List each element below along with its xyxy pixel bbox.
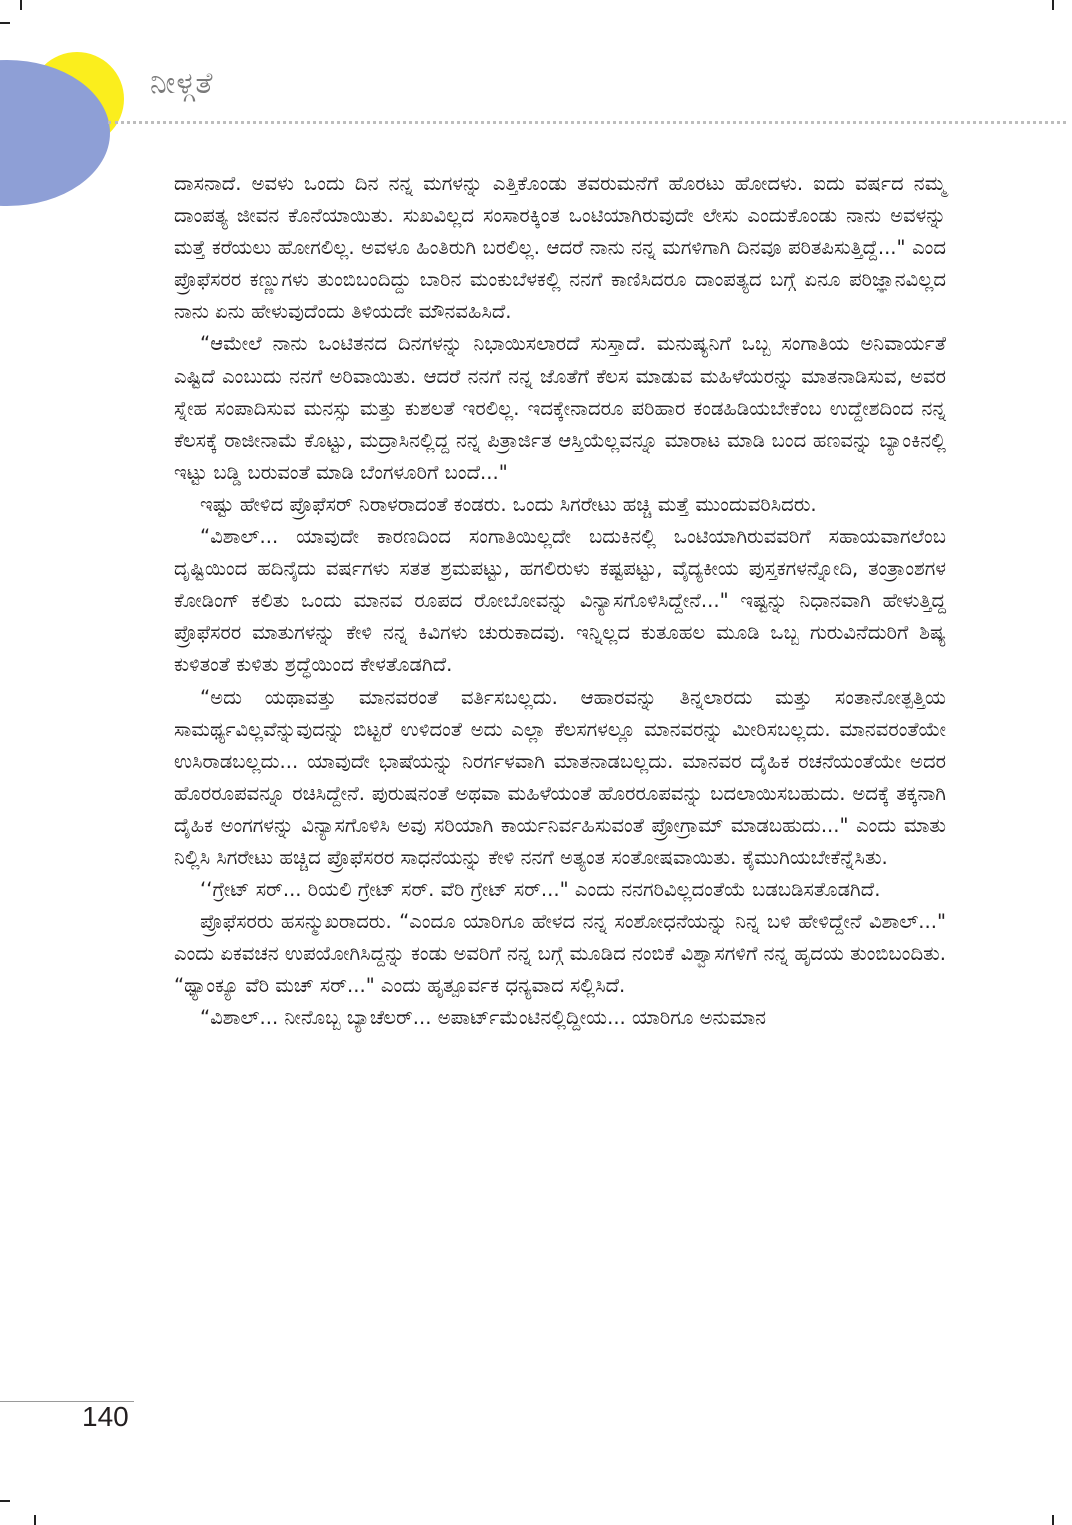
paragraph: “ವಿಶಾಲ್... ಯಾವುದೇ ಕಾರಣದಿಂದ ಸಂಗಾತಿಯಿಲ್ಲದೇ ಬದುಕಿನಲ್ಲಿ ಒಂಟಿಯಾಗಿರುವವರಿಗೆ ಸಹಾಯವಾಗಲೆಂಬ ದೃಷ್ಟಿಯಿಂದ ಹದಿನೈದು ವರ್ಷಗಳು ಸತತ ಶ್ರಮಪಟ್ಟು, ಹಗಲಿರುಳು ಕಷ್ಟಪಟ್ಟು, ವೈದ್ಯಕೀಯ ಪುಸ್ತಕಗಳನ್ನೋದಿ, ತಂತ್ರಾಂಶಗಳ ಕೋಡಿಂಗ್ ಕಲಿತು ಒಂದು ಮಾನವ ರೂಪದ ರೋಬೋವನ್ನು ವಿನ್ಯಾಸಗೊಳಿಸಿದ್ದೇನೆ..." ಇಷ್ಟನ್ನು ನಿಧಾನವಾಗಿ ಹೇಳುತ್ತಿದ್ದ ಪ್ರೊಫೆಸರರ ಮಾತುಗಳನ್ನು ಕೇಳಿ ನನ್ನ ಕಿವಿಗಳು ಚುರುಕಾದವು. ಇನ್ನಿಲ್ಲದ ಕುತೂಹಲ ಮೂಡಿ ಒಬ್ಬ ಗುರುವಿನೆದುರಿಗೆ ಶಿಷ್ಯ ಕುಳಿತಂತೆ ಕುಳಿತು ಶ್ರದ್ಧೆಯಿಂದ ಕೇಳತೊಡಗಿದೆ. [174, 525, 946, 677]
paragraph: “ಅದು ಯಥಾವತ್ತು ಮಾನವರಂತೆ ವರ್ತಿಸಬಲ್ಲದು. ಆಹಾರವನ್ನು ತಿನ್ನಲಾರದು ಮತ್ತು ಸಂತಾನೋತ್ಪತ್ತಿಯ ಸಾಮರ್ಥ್ಯವಿಲ್ಲವೆನ್ನುವುದನ್ನು ಬಿಟ್ಟರೆ ಉಳಿದಂತೆ ಅದು ಎಲ್ಲಾ ಕೆಲಸಗಳಲ್ಲೂ ಮಾನವರನ್ನು ಮೀರಿಸಬಲ್ಲದು. ಮಾನವರಂತೆಯೇ ಉಸಿರಾಡಬಲ್ಲದು... ಯಾವುದೇ ಭಾಷೆಯನ್ನು ನಿರರ್ಗಳವಾಗಿ ಮಾತನಾಡಬಲ್ಲದು. ಮಾನವರ ದೈಹಿಕ ರಚನೆಯಂತೆಯೇ ಅದರ ಹೊರರೂಪವನ್ನೂ ರಚಿಸಿದ್ದೇನೆ. ಪುರುಷನಂತೆ ಅಥವಾ ಮಹಿಳೆಯಂತೆ ಹೊರರೂಪವನ್ನು ಬದಲಾಯಿಸಬಹುದು. ಅದಕ್ಕೆ ತಕ್ಕನಾಗಿ ದೈಹಿಕ ಅಂಗಗಳನ್ನು ವಿನ್ಯಾಸಗೊಳಿಸಿ ಅವು ಸರಿಯಾಗಿ ಕಾರ್ಯನಿರ್ವಹಿಸುವಂತೆ ಪ್ರೋಗ್ರಾಮ್ ಮಾಡಬಹುದು..." ಎಂದು ಮಾತು ನಿಲ್ಲಿಸಿ ಸಿಗರೇಟು ಹಚ್ಚಿದ ಪ್ರೊಫೆಸರರ ಸಾಧನೆಯನ್ನು ಕೇಳಿ ನನಗೆ ಅತ್ಯಂತ ಸಂತೋಷವಾಯಿತು. ಕೈಮುಗಿಯಬೇಕೆನ್ನೆಸಿತು. [174, 685, 946, 869]
paragraph: “ವಿಶಾಲ್... ನೀನೊಬ್ಬ ಬ್ಯಾಚೆಲರ್... ಅಪಾರ್ಟ್‌ಮೆಂಟಿನಲ್ಲಿದ್ದೀಯ... ಯಾರಿಗೂ ಅನುಮಾನ [200, 1006, 767, 1030]
paragraph: ದಾಸನಾದೆ. ಅವಳು ಒಂದು ದಿನ ನನ್ನ ಮಗಳನ್ನು ಎತ್ತಿಕೊಂಡು ತವರುಮನೆಗೆ ಹೊರಟು ಹೋದಳು. ಐದು ವರ್ಷದ ನಮ್ಮ ದಾಂಪತ್ಯ ಜೀವನ ಕೊನೆಯಾಯಿತು. ಸುಖವಿಲ್ಲದ ಸಂಸಾರಕ್ಕಿಂತ ಒಂಟಿಯಾಗಿರುವುದೇ ಲೇಸು ಎಂದುಕೊಂಡು ನಾನು ಅವಳನ್ನು ಮತ್ತೆ ಕರೆಯಲು ಹೋಗಲಿಲ್ಲ. ಅವಳೂ ಹಿಂತಿರುಗಿ ಬರಲಿಲ್ಲ. ಆದರೆ ನಾನು ನನ್ನ ಮಗಳಿಗಾಗಿ ದಿನವೂ ಪರಿತಪಿಸುತ್ತಿದ್ದೆ..." ಎಂದ ಪ್ರೊಫೆಸರರ ಕಣ್ಣುಗಳು ತುಂಬಿಬಂದಿದ್ದು ಬಾರಿನ ಮಂಕುಬೆಳಕಲ್ಲಿ ನನಗೆ ಕಾಣಿಸಿದರೂ ದಾಂಪತ್ಯದ ಬಗ್ಗೆ ಏನೂ ಪರಿಜ್ಞಾನವಿಲ್ಲದ ನಾನು ಏನು ಹೇಳುವುದೆಂದು ತಿಳಿಯದೇ ಮೌನವಹಿಸಿದೆ. [174, 172, 946, 324]
crop-mark-bottom-left-vertical [34, 1515, 36, 1525]
running-header-title: ನೀಳ್ಗತೆ [150, 66, 214, 101]
header-dotted-rule [108, 121, 1066, 124]
paragraph: “ಆಮೇಲೆ ನಾನು ಒಂಟಿತನದ ದಿನಗಳನ್ನು ನಿಭಾಯಿಸಲಾರದೆ ಸುಸ್ತಾದೆ. ಮನುಷ್ಯನಿಗೆ ಒಬ್ಬ ಸಂಗಾತಿಯ ಅನಿವಾರ್ಯತೆ ಎಷ್ಟಿದೆ ಎಂಬುದು ನನಗೆ ಅರಿವಾಯಿತು. ಆದರೆ ನನಗೆ ನನ್ನ ಜೊತೆಗೆ ಕೆಲಸ ಮಾಡುವ ಮಹಿಳೆಯರನ್ನು ಮಾತನಾಡಿಸುವ, ಅವರ ಸ್ನೇಹ ಸಂಪಾದಿಸುವ ಮನಸ್ಸು ಮತ್ತು ಕುಶಲತೆ ಇರಲಿಲ್ಲ. ಇದಕ್ಕೇನಾದರೂ ಪರಿಹಾರ ಕಂಡಹಿಡಿಯಬೇಕೆಂಬ ಉದ್ದೇಶದಿಂದ ನನ್ನ ಕೆಲಸಕ್ಕೆ ರಾಜೀನಾಮೆ ಕೊಟ್ಟು, ಮದ್ರಾಸಿನಲ್ಲಿದ್ದ ನನ್ನ ಪಿತ್ರಾರ್ಜಿತ ಆಸ್ತಿಯೆಲ್ಲವನ್ನೂ ಮಾರಾಟ ಮಾಡಿ ಬಂದ ಹಣವನ್ನು ಬ್ಯಾಂಕಿನಲ್ಲಿ ಇಟ್ಟು ಬಡ್ಡಿ ಬರುವಂತೆ ಮಾಡಿ ಬೆಂಗಳೂರಿಗೆ ಬಂದೆ..." [174, 332, 946, 484]
page-number: 140 [82, 1401, 129, 1432]
crop-mark-bottom-right-vertical [1052, 1515, 1054, 1525]
crop-mark-top-left-horizontal [0, 22, 10, 24]
crop-mark-top-left-vertical [20, 0, 22, 10]
crop-mark-top-right-vertical [1052, 0, 1054, 10]
paragraph: ‘‘ಗ್ರೇಟ್ ಸರ್... ರಿಯಲಿ ಗ್ರೇಟ್ ಸರ್. ವೆರಿ ಗ್ರೇಟ್ ಸರ್..." ಎಂದು ನನಗರಿವಿಲ್ಲದಂತೆಯೆ ಬಡಬಡಿಸತೊಡಗಿದೆ. [200, 878, 881, 902]
paragraph: ಇಷ್ಟು ಹೇಳಿದ ಪ್ರೊಫೆಸರ್ ನಿರಾಳರಾದಂತೆ ಕಂಡರು. ಒಂದು ಸಿಗರೇಟು ಹಚ್ಚಿ ಮತ್ತೆ ಮುಂದುವರಿಸಿದರು. [200, 492, 817, 516]
paragraph: ಪ್ರೊಫೆಸರರು ಹಸನ್ಮುಖರಾದರು. “ಎಂದೂ ಯಾರಿಗೂ ಹೇಳದ ನನ್ನ ಸಂಶೋಧನೆಯನ್ನು ನಿನ್ನ ಬಳಿ ಹೇಳಿದ್ದೇನೆ ವಿಶಾಲ್..." ಎಂದು ಏಕವಚನ ಉಪಯೋಗಿಸಿದ್ದನ್ನು ಕಂಡು ಅವರಿಗೆ ನನ್ನ ಬಗ್ಗೆ ಮೂಡಿದ ನಂಬಿಕೆ ವಿಶ್ವಾಸಗಳಿಗೆ ನನ್ನ ಹೃದಯ ತುಂಬಿಬಂದಿತು. “ಥ್ಯಾಂಕ್ಯೂ ವೆರಿ ಮಚ್ ಸರ್..." ಎಂದು ಹೃತ್ಪೂರ್ವಕ ಧನ್ಯವಾದ ಸಲ್ಲಿಸಿದೆ. [174, 910, 946, 998]
page-body [174, 168, 946, 1035]
crop-mark-bottom-left-horizontal [0, 1500, 10, 1502]
